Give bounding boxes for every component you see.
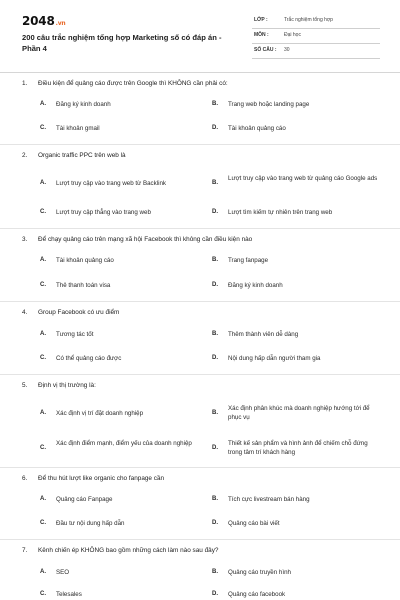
option-letter: D. <box>212 445 218 451</box>
document-meta-table <box>252 14 380 59</box>
option-text: Tài khoản gmail <box>56 125 100 132</box>
question-stem <box>22 80 228 87</box>
option-text: Xác định điểm mạnh, điểm yếu của doanh nghiệp <box>56 440 192 447</box>
question-stem <box>22 475 164 482</box>
question-divider <box>0 228 400 229</box>
question-text: Điều kiện để quảng cáo được trên Google thì KHÔNG cần phải có: <box>38 80 228 87</box>
question-divider <box>0 144 400 145</box>
option-text: Tài khoản quảng cáo <box>228 125 286 132</box>
option-text: Trang web hoặc landing page <box>228 101 310 108</box>
page-header <box>0 0 400 68</box>
question-text: Group Facebook có ưu điểm <box>38 309 120 316</box>
option-text: Đăng ký kinh doanh <box>228 282 283 289</box>
logo-main-text: 2048 <box>22 14 55 28</box>
meta-row-question-count <box>252 44 380 59</box>
option-text: Lượt truy cập vào trang web từ quảng cáo Google ads <box>228 175 378 182</box>
option-letter: D. <box>212 125 218 131</box>
option-text: Telesales <box>56 591 82 598</box>
option-letter: C. <box>40 445 46 451</box>
option-text: Xác định vị trí đặt doanh nghiệp <box>56 410 144 417</box>
option-text: Đăng ký kinh doanh <box>56 101 111 108</box>
option-text: Trang fanpage <box>228 257 269 264</box>
option-text: Quảng cáo Fanpage <box>56 496 113 503</box>
option-letter: A. <box>40 257 46 263</box>
option-text: Thêm thành viên dễ dàng <box>228 331 299 338</box>
option-text: Quảng cáo truyền hình <box>228 569 291 576</box>
option-text: Quảng cáo bài viết <box>228 520 280 527</box>
option-letter: D. <box>212 520 218 526</box>
option-letter: C. <box>40 591 46 597</box>
option-letter: D. <box>212 282 218 288</box>
question-text: Kênh chiến ép KHÔNG bao gồm những cách làm nào sau đây? <box>38 547 219 554</box>
option-letter: A. <box>40 496 46 502</box>
option-text: Đầu tư nội dung hấp dẫn <box>56 520 125 527</box>
option-letter: B. <box>212 410 218 416</box>
meta-value: 30 <box>284 47 290 53</box>
question-stem <box>22 152 126 159</box>
meta-row-class <box>252 14 380 29</box>
option-letter: B. <box>212 257 218 263</box>
option-text: Lượt truy cập vào trang web từ Backlink <box>56 180 167 187</box>
option-letter: B. <box>212 569 218 575</box>
option-letter: B. <box>212 331 218 337</box>
option-letter: D. <box>212 591 218 597</box>
option-letter: D. <box>212 209 218 215</box>
option-text: Tương tác tốt <box>56 331 94 338</box>
option-letter: A. <box>40 331 46 337</box>
meta-label: LỚP : <box>254 17 268 23</box>
page-title: 200 câu trắc nghiệm tổng hợp Marketing số có đáp án - Phần 4 <box>22 33 222 53</box>
question-text: Organic traffic PPC trên web là <box>38 152 126 159</box>
question-divider <box>0 539 400 540</box>
meta-label: SỐ CÂU : <box>254 47 277 53</box>
option-text: Lượt truy cập thẳng vào trang web <box>56 209 151 216</box>
option-letter: B. <box>212 496 218 502</box>
question-number: 6. <box>22 475 28 482</box>
question-number: 4. <box>22 309 28 316</box>
site-logo[interactable] <box>22 14 65 28</box>
option-text: Thiết kế sản phẩm và hình ảnh để chiếm chỗ đứng trong tâm trí khách hàng <box>228 440 368 456</box>
option-letter: B. <box>212 101 218 107</box>
option-letter: A. <box>40 180 46 186</box>
logo-suffix-text: .vn <box>55 20 66 27</box>
option-letter: C. <box>40 282 46 288</box>
option-text: Tích cực livestream bán hàng <box>228 496 310 503</box>
option-letter: C. <box>40 209 46 215</box>
header-divider <box>0 72 400 73</box>
option-letter: A. <box>40 101 46 107</box>
option-letter: D. <box>212 355 218 361</box>
option-letter: C. <box>40 355 46 361</box>
option-text: SEO <box>56 569 70 576</box>
question-number: 7. <box>22 547 28 554</box>
question-divider <box>0 374 400 375</box>
question-text: Để thu hút lượt like organic cho fanpage cần <box>38 475 165 482</box>
option-text: Tài khoản quảng cáo <box>56 257 114 264</box>
option-letter: A. <box>40 410 46 416</box>
option-text: Xác định phân khúc mà doanh nghiệp hướng tới để phục vụ <box>228 405 370 421</box>
meta-row-subject <box>252 29 380 44</box>
question-stem <box>22 309 119 316</box>
question-number: 2. <box>22 152 28 159</box>
option-letter: A. <box>40 569 46 575</box>
question-divider <box>0 467 400 468</box>
question-number: 3. <box>22 236 28 243</box>
option-text: Quảng cáo facebook <box>228 591 286 598</box>
question-stem <box>22 547 219 554</box>
question-number: 5. <box>22 382 28 389</box>
question-text: Định vị thị trường là: <box>38 382 96 389</box>
question-stem <box>22 236 252 243</box>
option-text: Có thể quảng cáo được <box>56 355 122 362</box>
option-letter: C. <box>40 520 46 526</box>
meta-value: Trắc nghiệm tổng hợp <box>284 17 333 23</box>
option-text: Nội dung hấp dẫn người tham gia <box>228 355 321 362</box>
option-text: Thẻ thanh toán visa <box>56 282 111 289</box>
option-letter: B. <box>212 180 218 186</box>
meta-label: MÔN : <box>254 32 269 38</box>
question-number: 1. <box>22 80 28 87</box>
question-divider <box>0 301 400 302</box>
question-stem <box>22 382 96 389</box>
meta-value: Đại học <box>284 32 301 38</box>
option-letter: C. <box>40 125 46 131</box>
option-text: Lượt tìm kiếm tự nhiên trên trang web <box>228 209 333 216</box>
question-text: Để chạy quảng cáo trên mạng xã hội Facebook thì không cần điều kiện nào <box>38 236 253 243</box>
